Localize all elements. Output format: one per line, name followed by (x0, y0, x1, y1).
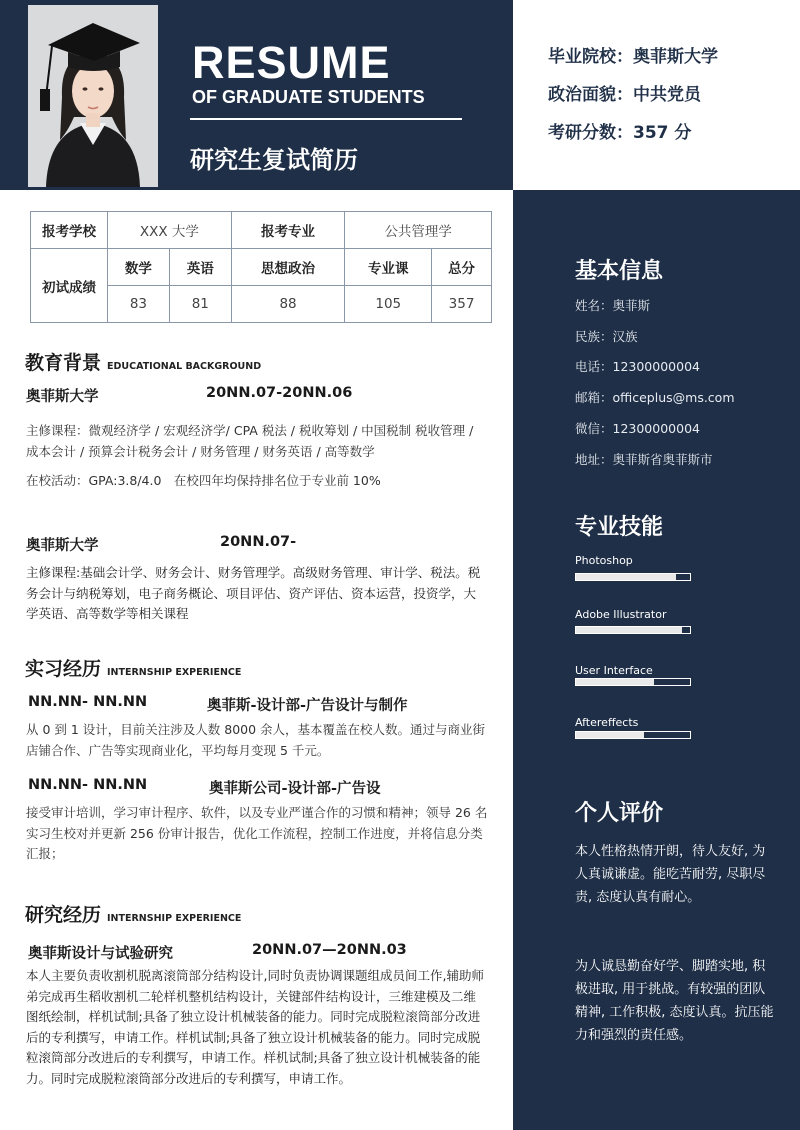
top-info-label: 考研分数： (548, 123, 633, 143)
edu-school-1: 奥菲斯大学 (26, 389, 99, 405)
research-period: 20NN.07—20NN.03 (252, 942, 407, 958)
school-label: 报考学校 (31, 212, 108, 249)
research-heading (25, 900, 241, 927)
intern-period-1: NN.NN- NN.NN (28, 694, 148, 710)
skill-name: Adobe Illustrator (575, 608, 667, 621)
profile-photo (28, 5, 158, 187)
skill-bar-aftereffects (575, 731, 691, 739)
basic-info-name: 姓名：奥菲斯 (575, 298, 651, 313)
internship-heading (25, 654, 241, 681)
skill-bar-fill (576, 679, 654, 685)
section-title: 实习经历 (25, 658, 102, 680)
section-title-en: INTERNSHIP EXPERIENCE (107, 913, 242, 924)
score-table (30, 211, 492, 323)
school-value: XXX 大学 (108, 212, 232, 249)
evaluation-text-1: 本人性格热情开朗，待人友好, 为人真诚谦虚。能吃苦耐劳, 尽职尽责, 态度认真有耐心。 (575, 844, 766, 905)
evaluation-title: 个人评价 (575, 801, 664, 826)
top-info-value: 357 分 (633, 123, 692, 143)
intern-desc-2: 接受审计培训，学习审计程序、软件，以及专业严谨合作的习惯和精神；领导 26 名实习生校对并更新 256 份审计报告，优化工作流程，控制工作进度，并将信息分类汇报； (26, 805, 488, 861)
intern-role-2: 奥菲斯公司-设计部-广告设 (209, 781, 381, 797)
skills-title: 专业技能 (575, 515, 664, 540)
intern-role-1: 奥菲斯-设计部-广告设计与制作 (207, 698, 408, 714)
basic-info-ethnicity: 民族：汉族 (575, 329, 638, 344)
top-info-value: 中共党员 (633, 85, 701, 105)
major-value: 公共管理学 (345, 212, 492, 249)
skill-name: User Interface (575, 664, 653, 677)
resume-subtitle: OF GRADUATE STUDENTS (192, 87, 425, 107)
score-cell: 81 (169, 286, 231, 323)
basic-info-title: 基本信息 (575, 259, 664, 284)
skill-bar-fill (576, 627, 682, 633)
intern-period-2: NN.NN- NN.NN (28, 777, 148, 793)
table-row (31, 249, 492, 286)
research-desc: 本人主要负责收割机脱离滚筒部分结构设计,同时负责协调课题组成员间工作,辅助师弟完成再生稻收割机二轮样机整机结构设计，关键部件结构设计，三维建模及二维图纸绘制，样机试制;具备了独立设计机械装备的能力。同时完成脱粒滚筒部分改进后的专利撰写，申请工作。样机试制;具备了独立设计机械装备的能力。同时完成脱粒滚筒部分改进后的专利撰写，申请工作。样机试制;具备了独立设计机械装备的能力。同时完成脱粒滚筒部分改进后的专利撰写，申请工作。 (26, 968, 484, 1086)
resume-title-cn: 研究生复试简历 (190, 146, 358, 174)
section-title: 研究经历 (25, 904, 102, 926)
skill-bar-illustrator (575, 626, 691, 634)
top-info-value: 奥菲斯大学 (633, 47, 718, 67)
skill-name: Photoshop (575, 554, 633, 567)
major-label: 报考专业 (231, 212, 345, 249)
subject-header: 专业课 (345, 249, 432, 286)
score-cell: 88 (231, 286, 345, 323)
top-info-school (548, 42, 718, 80)
basic-info-phone: 电话：12300000004 (575, 359, 700, 374)
table-row (31, 212, 492, 249)
top-info-label: 政治面貌： (548, 85, 633, 105)
research-project: 奥菲斯设计与试验研究 (28, 946, 173, 962)
top-info-score (548, 118, 718, 156)
evaluation-text-2: 为人诚恳勤奋好学、脚踏实地, 积极进取, 用于挑战。有较强的团队精神, 工作积极, 态度认真。抗压能力和强烈的责任感。 (575, 959, 774, 1043)
basic-info-wechat: 微信：12300000004 (575, 421, 700, 436)
subject-header: 思想政治 (231, 249, 345, 286)
sidebar (513, 190, 800, 1130)
score-cell: 357 (432, 286, 492, 323)
basic-info-email: 邮箱：officeplus@ms.com (575, 390, 735, 405)
title-divider (190, 118, 462, 120)
subject-header: 英语 (169, 249, 231, 286)
skill-bar-fill (576, 574, 676, 580)
subject-header: 总分 (432, 249, 492, 286)
top-info-label: 毕业院校： (548, 47, 633, 67)
skill-bar-fill (576, 732, 644, 738)
edu-activity-1: 在校活动：GPA:3.8/4.0 在校四年均保持排名位于专业前 10% (26, 473, 381, 488)
score-cell: 105 (345, 286, 432, 323)
section-title: 教育背景 (25, 352, 102, 374)
top-info-politics (548, 80, 718, 118)
skill-bar-ui (575, 678, 691, 686)
subject-header: 数学 (108, 249, 170, 286)
basic-info-address: 地址：奥菲斯省奥菲斯市 (575, 452, 713, 467)
education-heading (25, 348, 261, 375)
edu-school-2: 奥菲斯大学 (26, 538, 99, 554)
section-title-en: EDUCATIONAL BACKGROUND (107, 361, 262, 372)
edu-period-2: 20NN.07- (220, 534, 297, 550)
skill-bar-photoshop (575, 573, 691, 581)
skill-name: Aftereffects (575, 716, 639, 729)
edu-courses-1: 主修课程：微观经济学 / 宏观经济学/ CPA 税法 / 税收筹划 / 中国税制 税收管理 / 成本会计 / 预算会计税务会计 / 财务管理 / 财务英语 / 高等数学 (26, 423, 474, 459)
resume-title: RESUME (192, 37, 391, 88)
section-title-en: INTERNSHIP EXPERIENCE (107, 667, 242, 678)
edu-courses-2: 主修课程:基础会计学、财务会计、财务管理学。高级财务管理、审计学、税法。税务会计与纳税筹划，电子商务概论、项目评估、资产评估、资本运营，投资学，大学英语、高等数学等相关课程 (26, 565, 481, 621)
top-info (548, 42, 718, 156)
score-cell: 83 (108, 286, 170, 323)
initial-score-label: 初试成绩 (31, 249, 108, 323)
header-banner (0, 0, 513, 190)
intern-desc-1: 从 0 到 1 设计，目前关注涉及人数 8000 余人，基本覆盖在校人数。通过与商业街店铺合作、广告等实现商业化，平均每月变现 5 千元。 (26, 722, 486, 758)
edu-period-1: 20NN.07-20NN.06 (206, 385, 353, 401)
